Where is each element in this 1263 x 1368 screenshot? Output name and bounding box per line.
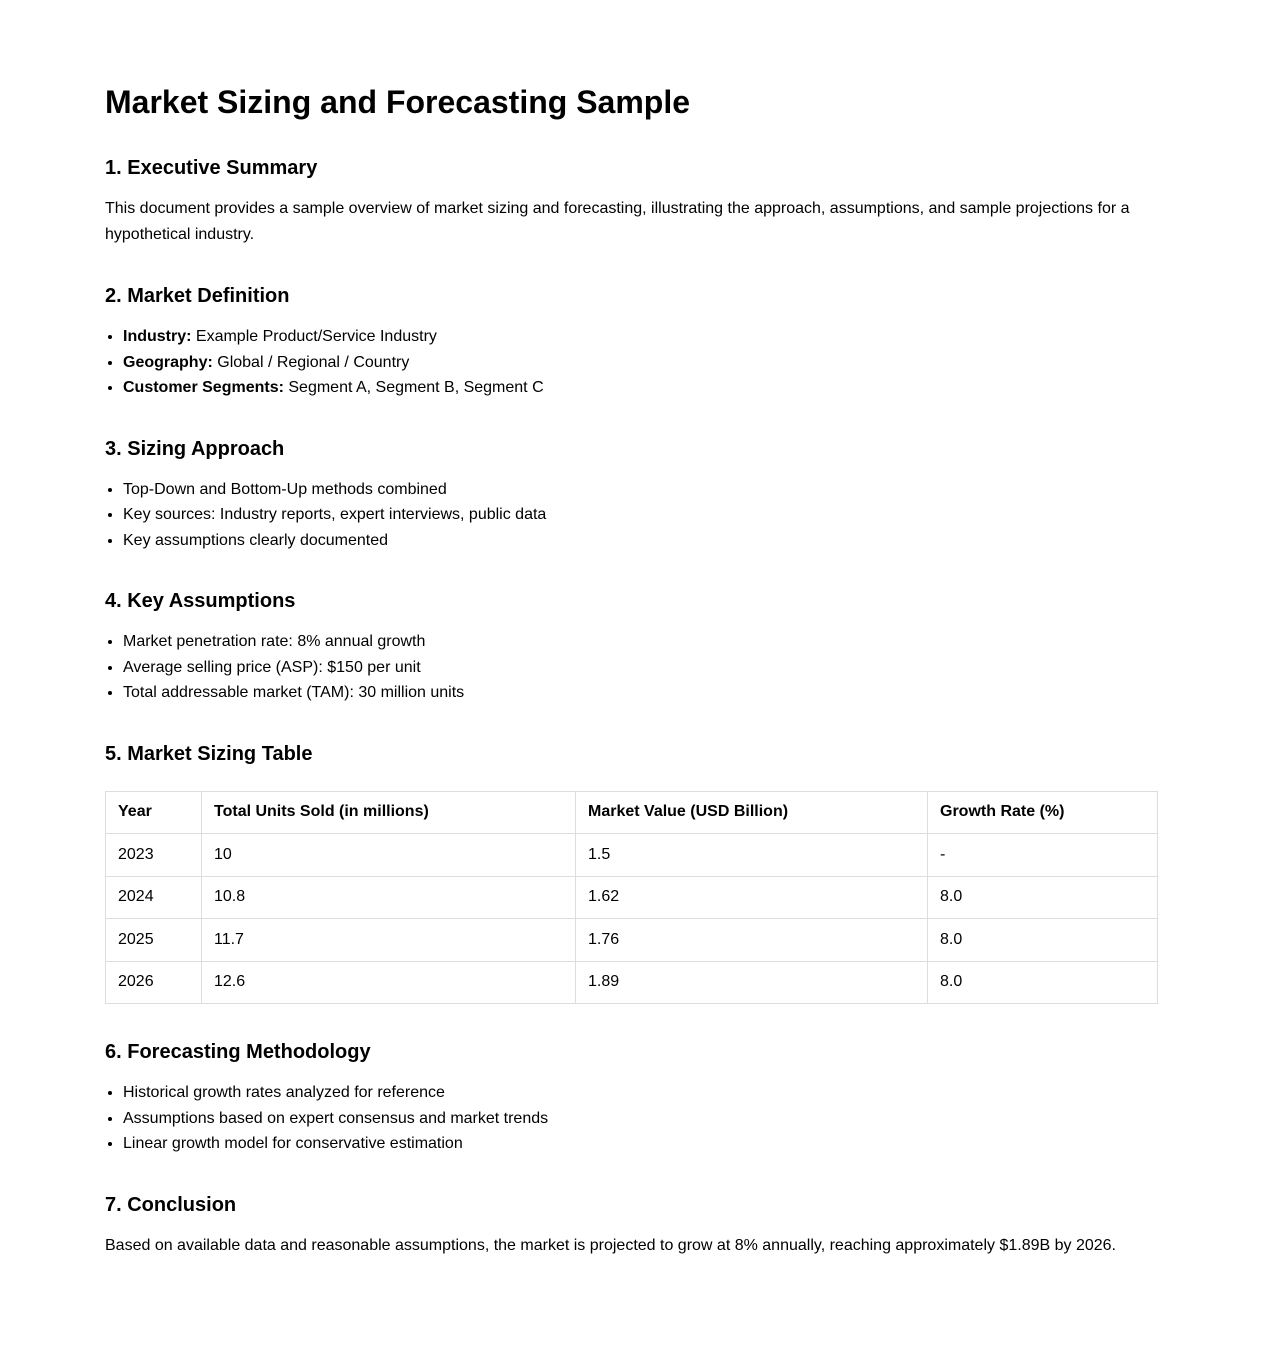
list-item xyxy=(123,324,1158,350)
cell-growth: 8.0 xyxy=(928,961,1158,1004)
section-heading: 1. Executive Summary xyxy=(105,157,318,179)
section-conclusion xyxy=(105,1193,1158,1259)
table-row xyxy=(106,834,1158,877)
column-header-value: Market Value (USD Billion) xyxy=(576,791,928,834)
list-item: • Historical growth rates analyzed for reference xyxy=(123,1080,1158,1106)
section-heading: 6. Forecasting Methodology xyxy=(105,1041,371,1063)
item-value: Example Product/Service Industry xyxy=(191,328,437,345)
item-value: Global / Regional / Country xyxy=(212,353,410,371)
item-label: Customer Segments: xyxy=(123,379,284,396)
approach-list xyxy=(105,477,1158,554)
cell-year: 2026 xyxy=(106,961,202,1004)
cell-growth: - xyxy=(928,834,1158,877)
section-heading: 3. Sizing Approach xyxy=(105,437,285,460)
column-header-units: Total Units Sold (in millions) xyxy=(202,791,576,834)
item-label: Industry: xyxy=(123,328,192,345)
section-sizing-approach xyxy=(105,437,1158,554)
section-heading: 4. Key Assumptions xyxy=(105,590,296,612)
definition-list xyxy=(105,324,1158,401)
section-key-assumptions xyxy=(105,589,1158,706)
list-item xyxy=(123,350,1158,376)
column-header-year: Year xyxy=(106,791,202,834)
list-item: • Market penetration rate: 8% annual growth xyxy=(123,629,1158,655)
cell-units: 12.6 xyxy=(202,961,576,1004)
list-item: • Linear growth model for conservative estimation xyxy=(123,1131,1158,1157)
assumptions-list xyxy=(105,629,1158,706)
conclusion-paragraph: Based on available data and reasonable assumptions, the market is projected to grow at 8% annually, reaching approximately $1.89B by 2026. xyxy=(105,1236,1116,1254)
cell-year: 2024 xyxy=(106,876,202,919)
section-heading: 2. Market Definition xyxy=(105,285,290,307)
list-item: • Key assumptions clearly documented xyxy=(123,528,1158,554)
list-item: • Top-Down and Bottom-Up methods combined xyxy=(123,477,1158,503)
table-row xyxy=(106,961,1158,1004)
section-forecasting-methodology xyxy=(105,1040,1158,1157)
cell-units: 10 xyxy=(202,834,576,877)
column-header-growth: Growth Rate (%) xyxy=(928,791,1158,834)
cell-growth: 8.0 xyxy=(928,919,1158,962)
cell-units: 10.8 xyxy=(202,876,576,919)
table-row xyxy=(106,919,1158,962)
list-item: • Total addressable market (TAM): 30 million units xyxy=(123,680,1158,706)
list-item xyxy=(123,375,1158,401)
list-item: • Average selling price (ASP): $150 per unit xyxy=(123,655,1158,681)
item-label: Geography: xyxy=(123,353,213,371)
list-item: • Key sources: Industry reports, expert interviews, public data xyxy=(123,502,1158,528)
cell-value: 1.62 xyxy=(576,876,928,919)
cell-year: 2025 xyxy=(106,919,202,962)
cell-growth: 8.0 xyxy=(928,876,1158,919)
section-heading: 5. Market Sizing Table xyxy=(105,742,313,765)
section-heading: 7. Conclusion xyxy=(105,1193,237,1216)
section-market-definition xyxy=(105,284,1158,401)
section-executive-summary xyxy=(105,156,1158,248)
list-item: • Assumptions based on expert consensus and market trends xyxy=(123,1106,1158,1132)
cell-value: 1.89 xyxy=(576,961,928,1004)
section-sizing-table xyxy=(105,742,1158,1005)
table-row xyxy=(106,876,1158,919)
table-header-row xyxy=(106,791,1158,834)
methodology-list xyxy=(105,1080,1158,1157)
cell-value: 1.5 xyxy=(576,834,928,877)
cell-value: 1.76 xyxy=(576,919,928,962)
cell-units: 11.7 xyxy=(202,919,576,962)
cell-year: 2023 xyxy=(106,834,202,877)
market-sizing-table xyxy=(105,791,1158,1005)
summary-paragraph: This document provides a sample overview of market sizing and forecasting, illustrating the approach, assumptions, and sample projections for a hypothetical industry. xyxy=(105,200,1130,243)
page-title: Market Sizing and Forecasting Sample xyxy=(105,84,691,120)
item-value: Segment A, Segment B, Segment C xyxy=(283,379,544,396)
